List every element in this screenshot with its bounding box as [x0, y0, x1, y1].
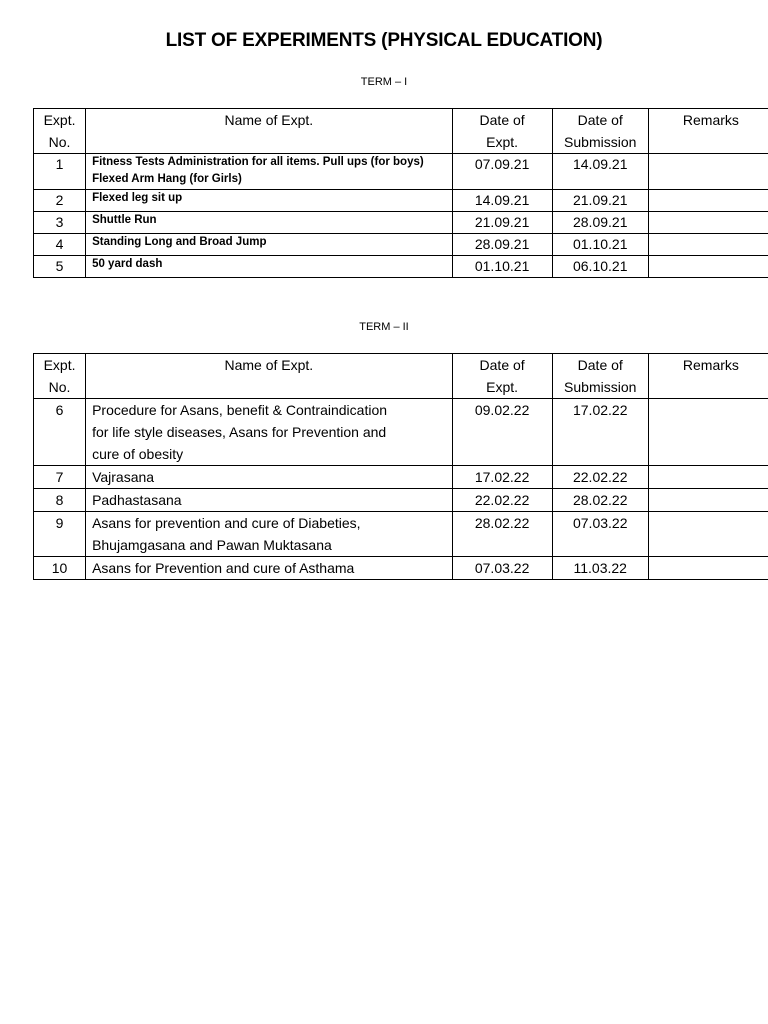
- remarks-cell: [648, 399, 768, 466]
- remarks-cell: [648, 557, 768, 580]
- remarks-cell: [648, 489, 768, 512]
- expt-no: 10: [34, 557, 86, 580]
- table-header-row: [34, 354, 768, 399]
- table-row: [34, 466, 768, 489]
- submission-date: 17.02.22: [552, 399, 648, 466]
- page-title: LIST OF EXPERIMENTS (PHYSICAL EDUCATION): [165, 30, 603, 51]
- submission-date: 14.09.21: [552, 154, 648, 190]
- expt-name: Flexed leg sit up: [86, 190, 452, 212]
- expt-date: 22.02.22: [452, 489, 552, 512]
- expt-date: 28.09.21: [452, 234, 552, 256]
- header-remarks: Remarks: [648, 354, 768, 399]
- submission-date: 21.09.21: [552, 190, 648, 212]
- table-row: [34, 557, 768, 580]
- remarks-cell: [648, 234, 768, 256]
- expt-no: 9: [34, 512, 86, 557]
- expt-no: 3: [34, 212, 86, 234]
- remarks-cell: [648, 154, 768, 190]
- submission-date: 01.10.21: [552, 234, 648, 256]
- expt-no: 1: [34, 154, 86, 190]
- header-date: Date of Expt.: [452, 109, 552, 154]
- table-row: [34, 489, 768, 512]
- remarks-cell: [648, 512, 768, 557]
- expt-no: 8: [34, 489, 86, 512]
- expt-name: Fitness Tests Administration for all items. Pull ups (for boys) Flexed Arm Hang (for Girls): [86, 154, 452, 190]
- expt-name: Shuttle Run: [86, 212, 452, 234]
- expt-date: 07.09.21: [452, 154, 552, 190]
- table-header-row: [34, 109, 768, 154]
- expt-name: Standing Long and Broad Jump: [86, 234, 452, 256]
- table-row: [34, 234, 768, 256]
- expt-name: 50 yard dash: [86, 256, 452, 278]
- expt-date: 14.09.21: [452, 190, 552, 212]
- submission-date: 28.02.22: [552, 489, 648, 512]
- table-row: [34, 154, 768, 190]
- expt-date: 01.10.21: [452, 256, 552, 278]
- expt-name: Asans for prevention and cure of Diabeties, Bhujamgasana and Pawan Muktasana: [86, 512, 452, 557]
- expt-date: 28.02.22: [452, 512, 552, 557]
- expt-no: 5: [34, 256, 86, 278]
- expt-date: 07.03.22: [452, 557, 552, 580]
- term-1-label: TERM – I: [360, 76, 408, 88]
- term-2-table: [33, 353, 768, 580]
- expt-date: 21.09.21: [452, 212, 552, 234]
- table-row: [34, 190, 768, 212]
- expt-no: 6: [34, 399, 86, 466]
- table-row: [34, 399, 768, 466]
- submission-date: 06.10.21: [552, 256, 648, 278]
- header-date: Date of Expt.: [452, 354, 552, 399]
- expt-no: 4: [34, 234, 86, 256]
- expt-date: 17.02.22: [452, 466, 552, 489]
- header-expt-no: Expt. No.: [34, 109, 86, 154]
- expt-name: Vajrasana: [86, 466, 452, 489]
- header-submission: Date of Submission: [552, 109, 648, 154]
- submission-date: 11.03.22: [552, 557, 648, 580]
- table-row: [34, 256, 768, 278]
- remarks-cell: [648, 190, 768, 212]
- header-expt-no: Expt. No.: [34, 354, 86, 399]
- remarks-cell: [648, 466, 768, 489]
- expt-date: 09.02.22: [452, 399, 552, 466]
- header-remarks: Remarks: [648, 109, 768, 154]
- header-submission: Date of Submission: [552, 354, 648, 399]
- expt-name: Asans for Prevention and cure of Asthama: [86, 557, 452, 580]
- submission-date: 28.09.21: [552, 212, 648, 234]
- expt-name: Procedure for Asans, benefit & Contraindication for life style diseases, Asans for Prevention and cure of obesity: [86, 399, 452, 466]
- expt-no: 7: [34, 466, 86, 489]
- header-name: Name of Expt.: [86, 354, 452, 399]
- header-name: Name of Expt.: [86, 109, 452, 154]
- table-row: [34, 512, 768, 557]
- remarks-cell: [648, 256, 768, 278]
- expt-name: Padhastasana: [86, 489, 452, 512]
- term-2-label: TERM – II: [359, 321, 409, 333]
- table-row: [34, 212, 768, 234]
- submission-date: 22.02.22: [552, 466, 648, 489]
- remarks-cell: [648, 212, 768, 234]
- term-1-table: [33, 108, 768, 278]
- expt-no: 2: [34, 190, 86, 212]
- submission-date: 07.03.22: [552, 512, 648, 557]
